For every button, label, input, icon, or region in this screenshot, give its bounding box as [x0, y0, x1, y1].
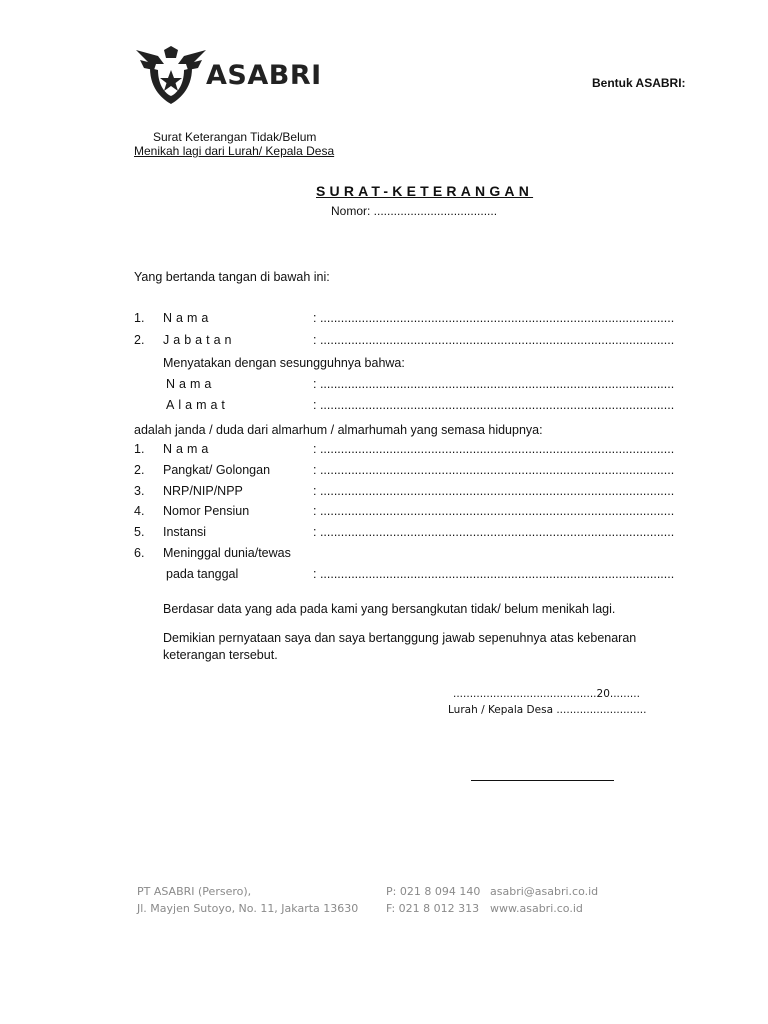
row-label: Alamat [166, 398, 229, 412]
row-label: Instansi [163, 525, 207, 539]
row-number: 2. [134, 463, 145, 477]
fill-in-line[interactable]: : ...................................................................................................... [313, 504, 675, 518]
footer-website[interactable]: www.asabri.co.id [490, 902, 583, 915]
signature-date-line[interactable]: ...........................................20......... [453, 688, 640, 700]
row-label: Nama [166, 377, 216, 391]
row-label: Nama [163, 311, 213, 325]
row-number: 3. [134, 484, 145, 498]
row-label: pada tanggal [166, 567, 239, 581]
signer-position-row [0, 333, 768, 349]
row-number: 1. [134, 311, 145, 325]
form-type-label: Bentuk ASABRI: [592, 76, 686, 90]
fill-in-line[interactable]: : ...................................................................................................... [313, 333, 675, 347]
deceased-agency-row [0, 525, 768, 541]
declaration-text: Menyatakan dengan sesungguhnya bahwa: [163, 356, 405, 370]
fill-in-line[interactable]: : ...................................................................................................... [313, 463, 675, 477]
subject-line-2: Menikah lagi dari Lurah/ Kepala Desa [134, 144, 335, 158]
deceased-pension-row [0, 504, 768, 520]
deceased-rank-row [0, 463, 768, 479]
row-label: Nama [163, 442, 213, 456]
row-number: 2. [134, 333, 145, 347]
fill-in-line[interactable]: : ...................................................................................................... [313, 567, 675, 581]
signature-line[interactable] [471, 780, 614, 781]
deceased-name-row [0, 442, 768, 458]
footer-fax: F: 021 8 012 313 [386, 902, 480, 915]
document-subject [134, 130, 334, 158]
fill-in-line[interactable]: : ...................................................................................................... [313, 442, 675, 456]
fill-in-line[interactable]: : ...................................................................................................... [313, 311, 675, 325]
deceased-date-row [0, 567, 768, 583]
subject-line-1: Surat Keterangan Tidak/Belum [153, 130, 317, 144]
person-address-row [0, 398, 768, 414]
document-title: SURAT-KETERANGAN [316, 183, 534, 199]
row-number: 5. [134, 525, 145, 539]
logo-wordmark: ASABRI [206, 60, 322, 91]
signer-name-row [0, 311, 768, 327]
row-label: Meninggal dunia/tewas [163, 546, 291, 560]
row-number: 1. [134, 442, 145, 456]
document-number: Nomor: ..................................... [331, 204, 498, 218]
row-label: Jabatan [163, 333, 236, 347]
closing-statement: Demikian pernyataan saya dan saya bertanggung jawab sepenuhnya atas kebenaran keterangan tersebut. [163, 631, 637, 662]
fill-in-line[interactable]: : ...................................................................................................... [313, 377, 675, 391]
row-label: NRP/NIP/NPP [163, 484, 243, 498]
footer-phone: P: 021 8 094 140 [386, 885, 481, 898]
asabri-logo [134, 46, 324, 106]
footer-company: PT ASABRI (Persero), [137, 885, 252, 898]
footer-email[interactable]: asabri@asabri.co.id [490, 885, 599, 898]
row-label: Pangkat/ Golongan [163, 463, 271, 477]
row-number: 4. [134, 504, 145, 518]
fill-in-line[interactable]: : ...................................................................................................... [313, 525, 675, 539]
deceased-death-row [0, 546, 768, 562]
person-name-row [0, 377, 768, 393]
fill-in-line[interactable]: : ...................................................................................................... [313, 484, 675, 498]
intro-text: Yang bertanda tangan di bawah ini: [134, 270, 330, 284]
footer-address: Jl. Mayjen Sutoyo, No. 11, Jakarta 13630 [137, 902, 359, 915]
row-label: Nomor Pensiun [163, 504, 250, 518]
deceased-nrp-row [0, 484, 768, 500]
widow-statement: adalah janda / duda dari almarhum / almarhumah yang semasa hidupnya: [134, 423, 543, 437]
signature-role: Lurah / Kepala Desa ........................... [448, 704, 647, 716]
row-number: 6. [134, 546, 145, 560]
eagle-emblem-icon [134, 46, 208, 106]
fill-in-line[interactable]: : ...................................................................................................... [313, 398, 675, 412]
basis-statement: Berdasar data yang ada pada kami yang bersangkutan tidak/ belum menikah lagi. [163, 602, 616, 616]
